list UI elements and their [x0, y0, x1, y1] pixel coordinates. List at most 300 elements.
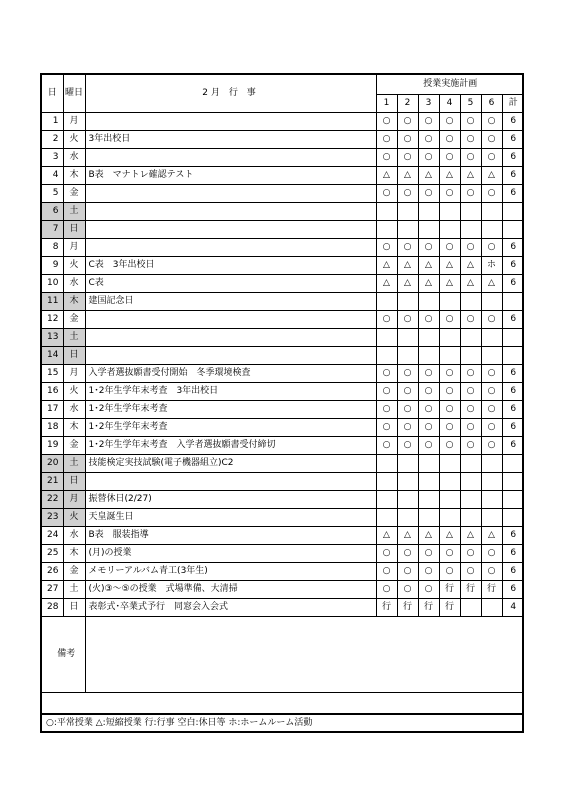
period-mark: △ [439, 275, 460, 293]
period-total [502, 509, 524, 527]
day-row [42, 275, 524, 293]
period-mark: △ [439, 167, 460, 185]
dow-column-header: 曜日 [63, 75, 85, 113]
day-of-week: 木 [63, 545, 85, 563]
remarks-label [42, 617, 85, 693]
period-mark: ○ [376, 365, 397, 383]
day-row [42, 365, 524, 383]
day-number: 5 [42, 185, 63, 203]
period-total: 6 [502, 149, 524, 167]
period-mark: △ [376, 257, 397, 275]
period-mark: ○ [418, 185, 439, 203]
period-mark: ○ [376, 131, 397, 149]
period-mark [439, 329, 460, 347]
period-mark: △ [397, 257, 418, 275]
day-row [42, 239, 524, 257]
period-mark [481, 455, 502, 473]
day-of-week: 水 [63, 527, 85, 545]
period-total: 6 [502, 527, 524, 545]
day-number: 4 [42, 167, 63, 185]
period-mark [418, 203, 439, 221]
period-header: 1 [376, 95, 397, 113]
period-mark [481, 599, 502, 617]
period-mark [397, 329, 418, 347]
period-total: 6 [502, 437, 524, 455]
period-total: 6 [502, 365, 524, 383]
day-of-week: 土 [63, 329, 85, 347]
lesson-plan-header: 授業実施計画 [376, 75, 524, 95]
day-of-week: 木 [63, 293, 85, 311]
event-text: C表 [85, 275, 376, 293]
day-number: 7 [42, 221, 63, 239]
day-number: 2 [42, 131, 63, 149]
period-mark: 行 [439, 581, 460, 599]
period-mark: △ [397, 275, 418, 293]
period-total: 6 [502, 581, 524, 599]
period-mark: ○ [439, 545, 460, 563]
period-mark: ○ [397, 131, 418, 149]
day-row [42, 509, 524, 527]
period-mark: ○ [481, 401, 502, 419]
period-mark [418, 221, 439, 239]
period-mark: ○ [481, 563, 502, 581]
period-total [502, 221, 524, 239]
period-mark: ○ [460, 401, 481, 419]
day-of-week: 土 [63, 581, 85, 599]
period-mark: ○ [460, 563, 481, 581]
period-mark: ○ [481, 545, 502, 563]
period-mark [481, 203, 502, 221]
remarks-row [42, 617, 524, 693]
period-mark: ○ [460, 113, 481, 131]
period-mark [481, 221, 502, 239]
day-number: 1 [42, 113, 63, 131]
day-row [42, 419, 524, 437]
period-mark: △ [460, 257, 481, 275]
period-mark: ○ [376, 311, 397, 329]
period-mark [481, 509, 502, 527]
period-mark: △ [460, 527, 481, 545]
day-of-week: 月 [63, 239, 85, 257]
period-mark [460, 491, 481, 509]
day-number: 17 [42, 401, 63, 419]
period-total: 6 [502, 185, 524, 203]
period-mark [460, 221, 481, 239]
period-mark [376, 473, 397, 491]
period-mark: ○ [439, 401, 460, 419]
day-number: 26 [42, 563, 63, 581]
period-mark: ○ [397, 185, 418, 203]
period-mark: △ [376, 275, 397, 293]
event-text: 1･2年生学年末考査 [85, 419, 376, 437]
day-of-week: 金 [63, 185, 85, 203]
period-mark: ○ [418, 545, 439, 563]
day-row [42, 149, 524, 167]
event-text: 3年出校日 [85, 131, 376, 149]
event-text: 技能検定実技試験(電子機器組立)C2 [85, 455, 376, 473]
day-row [42, 203, 524, 221]
day-row [42, 599, 524, 617]
day-row [42, 401, 524, 419]
period-total: 6 [502, 131, 524, 149]
day-row [42, 257, 524, 275]
event-text [85, 149, 376, 167]
day-row [42, 329, 524, 347]
period-mark: ○ [481, 149, 502, 167]
page-title: 2月 行 事 [85, 75, 376, 113]
period-mark: ○ [397, 383, 418, 401]
remarks-content [85, 617, 524, 693]
period-mark: ○ [439, 239, 460, 257]
period-mark [418, 473, 439, 491]
period-mark: ○ [397, 563, 418, 581]
day-number: 3 [42, 149, 63, 167]
period-total: 4 [502, 599, 524, 617]
period-mark: ○ [376, 581, 397, 599]
day-of-week: 金 [63, 437, 85, 455]
period-mark [376, 203, 397, 221]
period-mark [460, 599, 481, 617]
period-mark [439, 455, 460, 473]
period-mark: ○ [418, 419, 439, 437]
period-total: 6 [502, 113, 524, 131]
period-mark: ○ [481, 419, 502, 437]
period-mark [418, 509, 439, 527]
period-mark: ○ [460, 311, 481, 329]
period-total [502, 293, 524, 311]
period-total [502, 491, 524, 509]
period-mark: ○ [460, 239, 481, 257]
period-total: 6 [502, 563, 524, 581]
event-text: (火)③～⑤の授業 式場準備、大清掃 [85, 581, 376, 599]
period-mark [460, 455, 481, 473]
period-total [502, 347, 524, 365]
period-mark: ○ [376, 401, 397, 419]
day-number: 11 [42, 293, 63, 311]
event-text: B表 服装指導 [85, 527, 376, 545]
period-mark [376, 329, 397, 347]
period-mark [481, 347, 502, 365]
day-of-week: 木 [63, 419, 85, 437]
period-total: 6 [502, 545, 524, 563]
day-number: 6 [42, 203, 63, 221]
event-text: B表 マナトレ確認テスト [85, 167, 376, 185]
period-mark: ○ [376, 545, 397, 563]
period-mark: ○ [439, 311, 460, 329]
period-total: 6 [502, 167, 524, 185]
day-number: 14 [42, 347, 63, 365]
period-mark [481, 473, 502, 491]
day-of-week: 火 [63, 257, 85, 275]
day-row [42, 491, 524, 509]
period-mark: ○ [481, 185, 502, 203]
period-mark: ○ [376, 437, 397, 455]
period-mark: ○ [439, 185, 460, 203]
period-mark [418, 455, 439, 473]
period-mark [439, 203, 460, 221]
period-mark: ○ [376, 419, 397, 437]
event-text [85, 329, 376, 347]
period-mark: △ [418, 257, 439, 275]
period-mark [439, 509, 460, 527]
period-mark: ○ [376, 239, 397, 257]
day-number: 20 [42, 455, 63, 473]
period-header: 2 [397, 95, 418, 113]
period-mark: ○ [460, 419, 481, 437]
period-mark: 行 [397, 599, 418, 617]
period-mark: 行 [376, 599, 397, 617]
period-mark: △ [439, 527, 460, 545]
period-mark: ○ [418, 437, 439, 455]
period-mark [397, 293, 418, 311]
period-mark: 行 [418, 599, 439, 617]
period-mark: ○ [460, 437, 481, 455]
header-row-top [42, 75, 524, 95]
period-mark: ○ [376, 563, 397, 581]
period-mark [397, 491, 418, 509]
day-number: 23 [42, 509, 63, 527]
day-row [42, 167, 524, 185]
day-number: 21 [42, 473, 63, 491]
period-mark [397, 509, 418, 527]
period-mark: ○ [397, 239, 418, 257]
period-mark: 行 [439, 599, 460, 617]
period-mark: △ [418, 527, 439, 545]
period-mark: ○ [481, 437, 502, 455]
period-mark: ○ [376, 383, 397, 401]
period-mark: ○ [439, 563, 460, 581]
period-mark [418, 329, 439, 347]
day-of-week: 土 [63, 203, 85, 221]
day-of-week: 月 [63, 365, 85, 383]
period-mark: ○ [418, 383, 439, 401]
day-of-week: 水 [63, 401, 85, 419]
event-text [85, 221, 376, 239]
period-mark: ○ [397, 365, 418, 383]
day-row [42, 221, 524, 239]
period-mark [460, 329, 481, 347]
period-mark: △ [481, 167, 502, 185]
period-mark [439, 293, 460, 311]
event-text [85, 185, 376, 203]
period-mark: △ [418, 275, 439, 293]
period-mark: ○ [439, 437, 460, 455]
period-mark: 行 [481, 581, 502, 599]
period-mark: ○ [397, 311, 418, 329]
period-header: 6 [481, 95, 502, 113]
total-header: 計 [502, 95, 524, 113]
period-header: 5 [460, 95, 481, 113]
legend: ○:平常授業 △:短縮授業 行:行事 空白:休日等 ホ:ホームルーム活動 [42, 713, 522, 731]
period-mark: ○ [418, 131, 439, 149]
period-mark [460, 509, 481, 527]
day-number: 8 [42, 239, 63, 257]
event-text: 1･2年生学年末考査 [85, 401, 376, 419]
day-of-week: 水 [63, 275, 85, 293]
day-number: 16 [42, 383, 63, 401]
period-mark: ○ [397, 545, 418, 563]
period-mark: ○ [439, 365, 460, 383]
period-mark: ○ [460, 149, 481, 167]
day-number: 28 [42, 599, 63, 617]
day-row [42, 581, 524, 599]
period-mark: ○ [460, 365, 481, 383]
period-total: 6 [502, 419, 524, 437]
day-number: 13 [42, 329, 63, 347]
period-mark: ○ [418, 401, 439, 419]
period-mark [460, 347, 481, 365]
period-mark: △ [460, 275, 481, 293]
event-text [85, 347, 376, 365]
period-mark [397, 473, 418, 491]
day-of-week: 日 [63, 221, 85, 239]
period-total [502, 473, 524, 491]
period-mark: ○ [397, 581, 418, 599]
period-mark: ○ [460, 545, 481, 563]
day-of-week: 木 [63, 167, 85, 185]
day-row [42, 437, 524, 455]
period-mark [481, 491, 502, 509]
period-mark: ○ [397, 401, 418, 419]
period-mark: △ [481, 527, 502, 545]
period-mark [460, 473, 481, 491]
period-mark: ○ [418, 149, 439, 167]
period-mark [481, 329, 502, 347]
period-total [502, 455, 524, 473]
day-row [42, 383, 524, 401]
period-mark: ○ [481, 239, 502, 257]
day-row [42, 185, 524, 203]
day-number: 9 [42, 257, 63, 275]
period-total [502, 203, 524, 221]
period-mark: ○ [439, 113, 460, 131]
period-mark: ○ [439, 149, 460, 167]
period-mark: ○ [481, 365, 502, 383]
day-of-week: 月 [63, 491, 85, 509]
period-mark [376, 455, 397, 473]
period-mark: ○ [418, 581, 439, 599]
period-mark: △ [439, 257, 460, 275]
day-row [42, 563, 524, 581]
period-header: 4 [439, 95, 460, 113]
period-total: 6 [502, 383, 524, 401]
event-text: 建国記念日 [85, 293, 376, 311]
event-text [85, 311, 376, 329]
event-text: 1･2年生学年末考査 3年出校日 [85, 383, 376, 401]
day-of-week: 火 [63, 383, 85, 401]
period-mark [376, 509, 397, 527]
day-number: 25 [42, 545, 63, 563]
period-mark: ○ [481, 383, 502, 401]
event-text: 表彰式･卒業式予行 同窓会入会式 [85, 599, 376, 617]
period-mark: ○ [418, 563, 439, 581]
day-of-week: 火 [63, 131, 85, 149]
day-number: 22 [42, 491, 63, 509]
day-of-week: 金 [63, 311, 85, 329]
period-mark: ○ [481, 311, 502, 329]
day-of-week: 土 [63, 455, 85, 473]
period-mark [439, 473, 460, 491]
day-row [42, 545, 524, 563]
period-mark: ○ [376, 185, 397, 203]
day-number: 24 [42, 527, 63, 545]
day-row [42, 455, 524, 473]
period-mark: △ [418, 167, 439, 185]
period-mark: ○ [439, 383, 460, 401]
period-mark [460, 203, 481, 221]
day-row [42, 311, 524, 329]
period-mark [376, 347, 397, 365]
period-mark: ○ [460, 131, 481, 149]
period-mark: ○ [439, 131, 460, 149]
day-row [42, 113, 524, 131]
event-text: 天皇誕生日 [85, 509, 376, 527]
day-of-week: 水 [63, 149, 85, 167]
day-row [42, 293, 524, 311]
day-row [42, 527, 524, 545]
period-mark [376, 221, 397, 239]
day-row [42, 131, 524, 149]
day-row [42, 347, 524, 365]
period-header: 3 [418, 95, 439, 113]
period-mark [418, 491, 439, 509]
day-of-week: 金 [63, 563, 85, 581]
period-mark [418, 347, 439, 365]
period-mark: ○ [376, 113, 397, 131]
schedule-sheet [40, 73, 524, 733]
period-mark: ○ [397, 419, 418, 437]
period-mark: ○ [397, 113, 418, 131]
event-text: 振替休日(2/27) [85, 491, 376, 509]
period-mark: ○ [418, 239, 439, 257]
period-mark: ○ [481, 131, 502, 149]
period-mark [376, 293, 397, 311]
period-mark: ○ [460, 383, 481, 401]
period-mark: ○ [376, 149, 397, 167]
day-number: 18 [42, 419, 63, 437]
period-mark: ○ [481, 113, 502, 131]
period-mark: 行 [460, 581, 481, 599]
day-number: 27 [42, 581, 63, 599]
day-of-week: 日 [63, 599, 85, 617]
period-total [502, 329, 524, 347]
event-text: 1･2年生学年末考査 入学者選抜願書受付締切 [85, 437, 376, 455]
period-mark: ホ [481, 257, 502, 275]
period-mark: ○ [397, 149, 418, 167]
day-row [42, 473, 524, 491]
event-text [85, 203, 376, 221]
day-number: 15 [42, 365, 63, 383]
period-mark: △ [397, 167, 418, 185]
period-mark: ○ [418, 311, 439, 329]
period-mark [418, 293, 439, 311]
period-mark [397, 221, 418, 239]
period-total: 6 [502, 257, 524, 275]
period-mark [481, 293, 502, 311]
period-mark [397, 455, 418, 473]
period-mark: ○ [418, 113, 439, 131]
day-of-week: 火 [63, 509, 85, 527]
day-column-header: 日 [42, 75, 63, 113]
period-mark: △ [376, 167, 397, 185]
schedule-table [42, 75, 524, 693]
period-mark: ○ [439, 419, 460, 437]
period-mark: △ [460, 167, 481, 185]
period-total: 6 [502, 311, 524, 329]
period-mark: ○ [460, 185, 481, 203]
day-number: 10 [42, 275, 63, 293]
day-number: 12 [42, 311, 63, 329]
